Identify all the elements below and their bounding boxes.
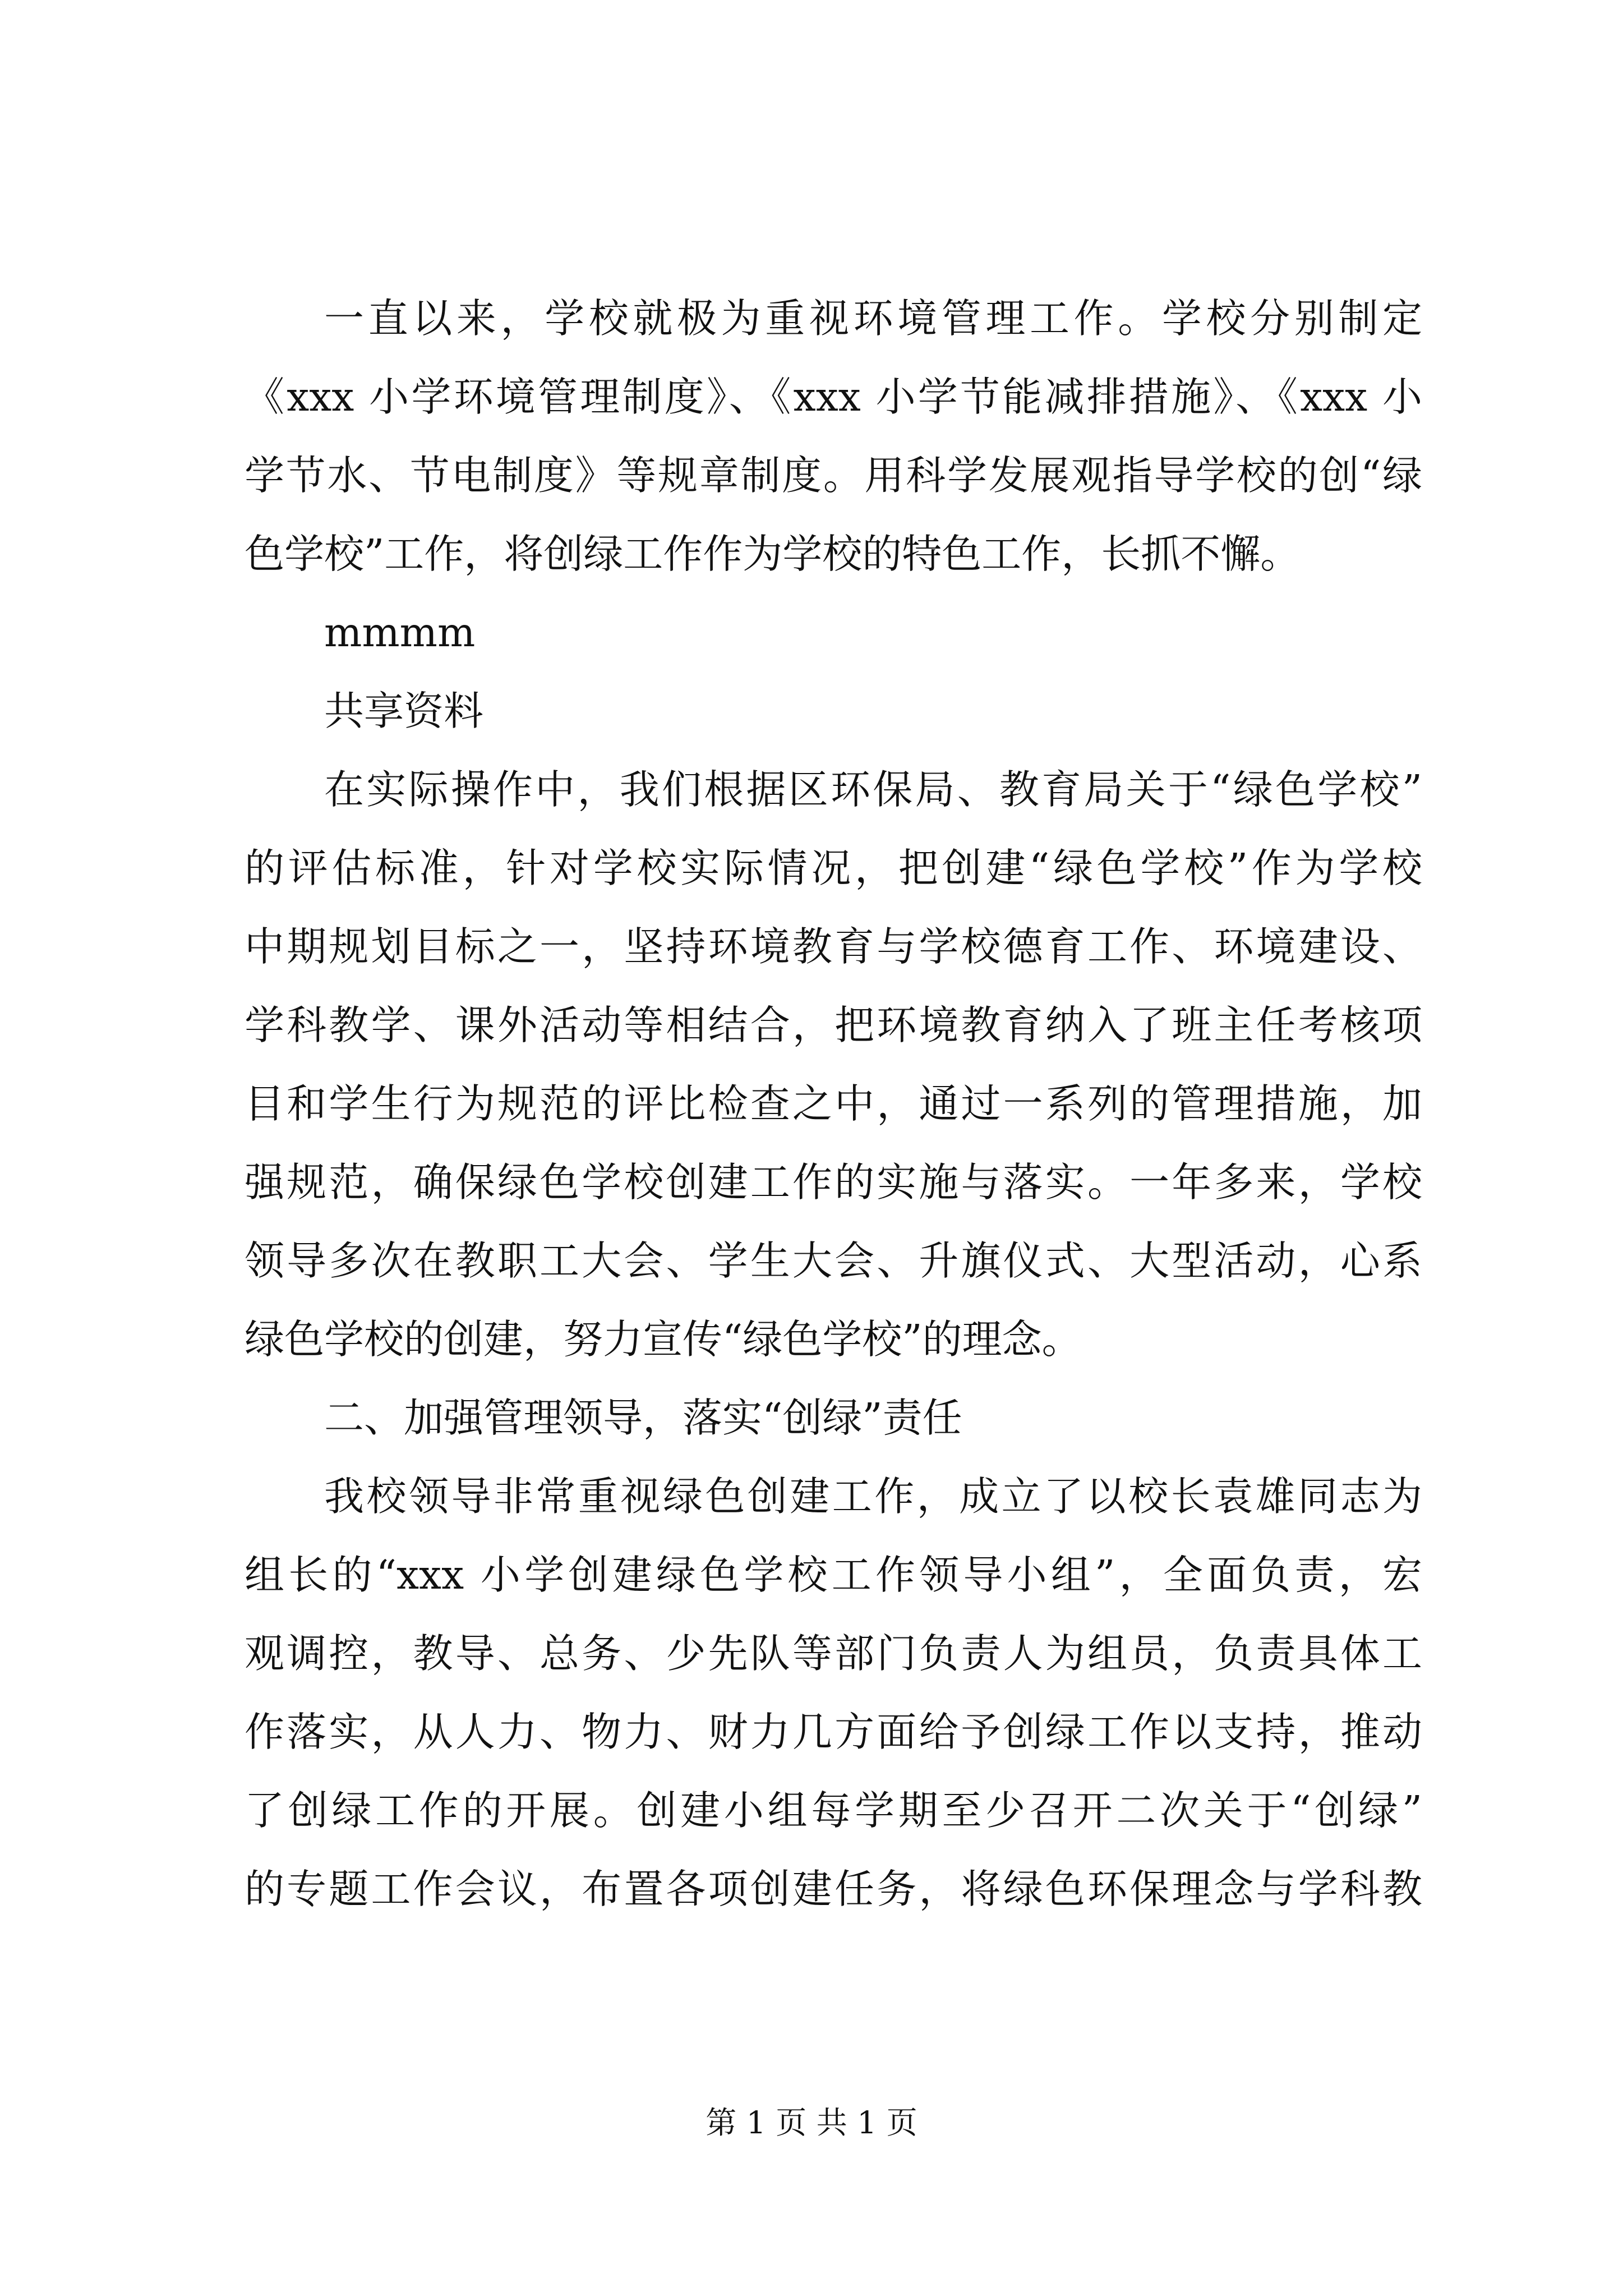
paragraph-line: 的评估标准，针对学校实际情况，把创建“绿色学校”作为学校 [245, 845, 1422, 891]
paragraph-line: 在实际操作中，我们根据区环保局、教育局关于“绿色学校” [324, 766, 1422, 813]
paragraph-line: 观调控，教导、总务、少先队等部门负责人为组员，负责具体工 [245, 1630, 1422, 1677]
section-heading: 二、加强管理领导，落实“创绿”责任 [324, 1395, 962, 1441]
paragraph-line: 了创绿工作的开展。创建小组每学期至少召开二次关于“创绿” [245, 1787, 1422, 1834]
paragraph-line: 我校领导非常重视绿色创建工作，成立了以校长袁雄同志为 [324, 1473, 1422, 1520]
paragraph-line: 一直以来，学校就极为重视环境管理工作。学校分别制定 [324, 295, 1422, 342]
paragraph-line: mmmm [324, 609, 476, 656]
paragraph-line: 目和学生行为规范的评比检查之中，通过一系列的管理措施，加 [245, 1080, 1422, 1127]
paragraph-line: 组长的“xxx 小学创建绿色学校工作领导小组”，全面负责，宏 [245, 1552, 1422, 1598]
paragraph-line: 色学校”工作，将创绿工作作为学校的特色工作，长抓不懈。 [245, 531, 1301, 577]
paragraph-line: 中期规划目标之一，坚持环境教育与学校德育工作、环境建设、 [245, 923, 1422, 970]
paragraph-line: 作落实，从人力、物力、财力几方面给予创绿工作以支持，推动 [245, 1709, 1422, 1755]
document-body [245, 279, 1422, 1929]
paragraph-line: 共享资料 [324, 688, 484, 734]
paragraph-line: 学科教学、课外活动等相结合，把环境教育纳入了班主任考核项 [245, 1002, 1422, 1048]
paragraph-line: 学节水、节电制度》等规章制度。用科学发展观指导学校的创“绿 [245, 452, 1422, 499]
paragraph-line: 强规范，确保绿色学校创建工作的实施与落实。一年多来，学校 [245, 1159, 1422, 1205]
paragraph-line: 绿色学校的创建，努力宣传“绿色学校”的理念。 [245, 1316, 1082, 1363]
paragraph-line: 《xxx 小学环境管理制度》、《xxx 小学节能减排措施》、《xxx 小 [245, 374, 1422, 420]
paragraph-line: 的专题工作会议，布置各项创建任务，将绿色环保理念与学科教 [245, 1866, 1422, 1912]
page-number-footer: 第 1 页 共 1 页 [706, 2105, 917, 2141]
paragraph-line: 领导多次在教职工大会、学生大会、升旗仪式、大型活动，心系 [245, 1237, 1422, 1284]
